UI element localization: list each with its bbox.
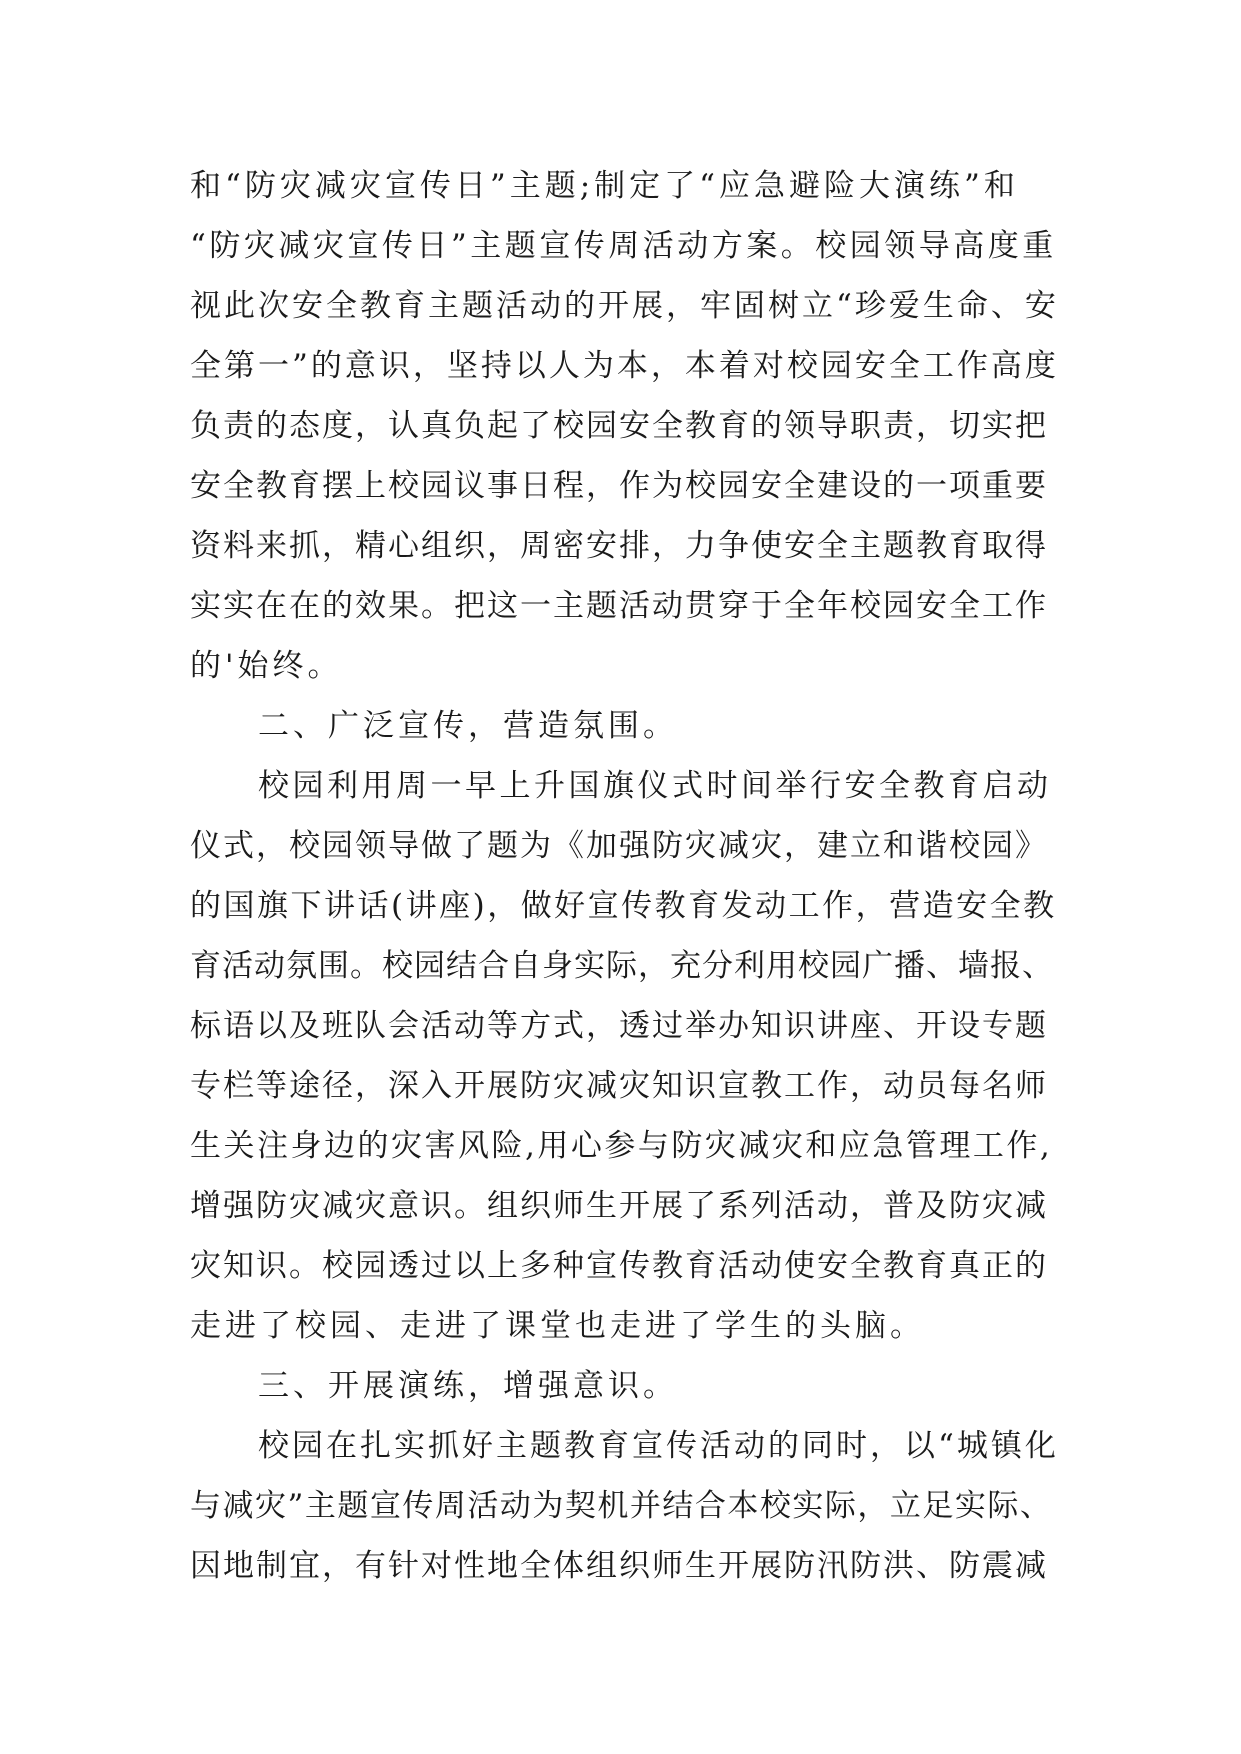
text-line: 负责的态度，认真负起了校园安全教育的领导职责，切实把: [190, 408, 1048, 444]
text-line: 的国旗下讲话(讲座)，做好宣传教育发动工作，营造安全教: [190, 888, 1057, 924]
document-body: [190, 156, 1060, 1596]
text-line: 仪式，校园领导做了题为《加强防灾减灾，建立和谐校园》: [190, 828, 1048, 864]
text-line: “防灾减灾宣传日”主题宣传周活动方案。校园领导高度重: [190, 228, 1057, 264]
text-line: 安全教育摆上校园议事日程，作为校园安全建设的一项重要: [190, 468, 1048, 504]
text-line: 与减灾”主题宣传周活动为契机并结合本校实际，立足实际、: [190, 1488, 1053, 1524]
text-line: 生关注身边的灾害风险,用心参与防灾减灾和应急管理工作,: [190, 1128, 1053, 1164]
text-line: 实实在在的效果。把这一主题活动贯穿于全年校园安全工作: [190, 588, 1048, 624]
text-line: 因地制宜，有针对性地全体组织师生开展防汛防洪、防震减: [190, 1548, 1048, 1584]
text-line: 增强防灾减灾意识。组织师生开展了系列活动，普及防灾减: [190, 1188, 1048, 1224]
text-line: 全第一”的意识，坚持以人为本，本着对校园安全工作高度: [190, 348, 1059, 384]
text-line: 育活动氛围。校园结合自身实际，充分利用校园广播、墙报、: [190, 948, 1054, 984]
text-line: 和“防灾减灾宣传日”主题;制定了“应急避险大演练”和: [190, 168, 1019, 204]
paragraph-start-line: 校园在扎实抓好主题教育宣传活动的同时，以“城镇化: [258, 1428, 1059, 1464]
text-line: 标语以及班队会活动等方式，透过举办知识讲座、开设专题: [190, 1008, 1048, 1044]
text-line: 视此次安全教育主题活动的开展，牢固树立“珍爱生命、安: [190, 288, 1059, 324]
paragraph-start-line: 二、广泛宣传，营造氛围。: [258, 708, 678, 744]
text-line: 走进了校园、走进了课堂也走进了学生的头脑。: [190, 1308, 925, 1344]
text-line: 灾知识。校园透过以上多种宣传教育活动使安全教育真正的: [190, 1248, 1048, 1284]
text-line: 的'始终。: [190, 648, 343, 684]
paragraph-start-line: 校园利用周一早上升国旗仪式时间举行安全教育启动: [258, 768, 1052, 804]
paragraph-start-line: 三、开展演练，增强意识。: [258, 1368, 678, 1404]
text-line: 专栏等途径，深入开展防灾减灾知识宣教工作，动员每名师: [190, 1068, 1048, 1104]
text-line: 资料来抓，精心组织，周密安排，力争使安全主题教育取得: [190, 528, 1048, 564]
